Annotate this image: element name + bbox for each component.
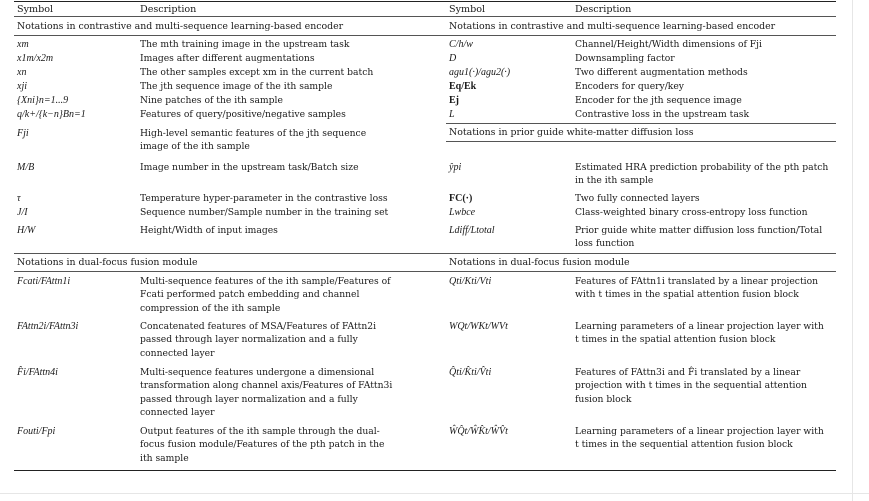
table-row-description: Channel/Height/Width dimensions of Fji: [575, 39, 762, 50]
table-row-description: Image number in the upstream task/Batch size: [140, 162, 359, 173]
table-row-symbol: Fouti/Fpi: [17, 426, 56, 437]
section-title: Notations in contrastive and multi-sequence learning-based encoder: [449, 21, 776, 32]
table-row-symbol: agu1(·)/agu2(·): [449, 67, 511, 78]
table-row-symbol: Lwbce: [449, 207, 476, 218]
section-title: Notations in contrastive and multi-sequence learning-based encoder: [17, 21, 344, 32]
section-rule: [14, 253, 836, 254]
section-rule: [446, 141, 836, 142]
section-title: Notations in dual-focus fusion module: [449, 257, 630, 268]
section-rule: [14, 35, 836, 36]
table-row-description: Learning parameters of a linear projection layer with t times in the sequential attention fusion block: [575, 426, 824, 451]
table-row-symbol: Ej: [449, 95, 459, 106]
table-row-description: Nine patches of the ith sample: [140, 95, 283, 106]
table-row-description: Multi-sequence features of the ith sample/Features of Fcati performed patch embedding and channel compression of the ith sample: [140, 276, 391, 314]
table-row-symbol: Ldiff/Ltotal: [449, 225, 495, 236]
table-row-symbol: FC(·): [449, 193, 473, 204]
table-row-description: Temperature hyper-parameter in the contrastive loss: [140, 193, 388, 204]
table-row-symbol: Q̂ti/K̂ti/V̂ti: [449, 367, 492, 378]
table-top-rule: [14, 1, 836, 2]
table-row-description: Encoders for query/key: [575, 81, 684, 92]
table-row-description: Sequence number/Sample number in the training set: [140, 207, 389, 218]
table-row-symbol: WQt/WKt/WVt: [449, 321, 508, 332]
table-row-symbol: ŷpi: [449, 162, 462, 173]
table-row-description: Downsampling factor: [575, 53, 675, 64]
table-row-description: Contrastive loss in the upstream task: [575, 109, 750, 120]
left-symbol-header: Symbol: [17, 4, 54, 15]
right-description-header: Description: [575, 4, 632, 15]
table-row-symbol: xn: [17, 67, 27, 78]
table-row-description: Concatenated features of MSA/Features of FAttn2i passed through layer normalization and a fully connected layer: [140, 321, 377, 359]
section-rule: [14, 271, 836, 272]
table-row-symbol: H/W: [17, 225, 36, 236]
table-row-description: Two fully connected layers: [575, 193, 700, 204]
table-row-description: Multi-sequence features undergone a dimensional transformation along channel axis/Features of FAttn3i passed through layer normalization and a fully connected layer: [140, 367, 393, 419]
page-edge-line: [852, 0, 853, 501]
table-row-symbol: D: [449, 53, 457, 64]
table-row-description: Encoder for the jth sequence image: [575, 95, 742, 106]
table-row-symbol: L: [449, 109, 455, 120]
table-row-description: The mth training image in the upstream task: [140, 39, 350, 50]
table-row-description: Learning parameters of a linear projection layer with t times in the spatial attention fusion block: [575, 321, 824, 346]
table-row-symbol: Fji: [17, 128, 29, 139]
table-row-description: Height/Width of input images: [140, 225, 278, 236]
table-row-symbol: τ: [17, 193, 21, 204]
table-row-symbol: M/B: [17, 162, 35, 173]
table-bottom-rule: [14, 470, 836, 471]
left-description-header: Description: [140, 4, 197, 15]
table-row-symbol: {Xni}n=1...9: [17, 95, 69, 106]
table-row-symbol: xm: [17, 39, 29, 50]
table-row-description: Features of FAttn1i translated by a linear projection with t times in the spatial attention fusion block: [575, 276, 819, 301]
section-title: Notations in dual-focus fusion module: [17, 257, 198, 268]
table-row-description: High-level semantic features of the jth sequence image of the ith sample: [140, 128, 367, 153]
table-row-description: Images after different augmentations: [140, 53, 315, 64]
table-row-description: Output features of the ith sample through the dual-focus fusion module/Features of the pth patch in the ith sample: [140, 426, 385, 464]
table-row-description: Estimated HRA prediction probability of the pth patch in the ith sample: [575, 162, 829, 187]
section-title: Notations in prior guide white-matter diffusion loss: [449, 127, 694, 138]
table-row-description: Features of FAttn3i and F̂i translated by a linear projection with t times in the sequential attention fusion block: [575, 367, 807, 405]
section-rule: [446, 123, 836, 124]
table-row-description: Class-weighted binary cross-entropy loss function: [575, 207, 808, 218]
table-row-symbol: J/I: [17, 207, 28, 218]
table-row-symbol: F̂i/FAttn4i: [17, 367, 58, 378]
table-row-description: Two different augmentation methods: [575, 67, 748, 78]
right-symbol-header: Symbol: [449, 4, 486, 15]
table-row-symbol: C/h/w: [449, 39, 473, 50]
table-row-symbol: Qti/Kti/Vti: [449, 276, 492, 287]
header-rule: [14, 16, 836, 17]
table-row-symbol: q/k+/{k−n}Bn=1: [17, 109, 86, 120]
table-row-description: Prior guide white matter diffusion loss function/Total loss function: [575, 225, 823, 250]
table-row-description: The other samples except xm in the current batch: [140, 67, 374, 78]
table-row-symbol: Fcati/FAttn1i: [17, 276, 71, 287]
table-row-symbol: x1m/x2m: [17, 53, 54, 64]
table-row-symbol: Eq/Ek: [449, 81, 477, 92]
page-bottom-edge: [0, 493, 869, 494]
table-row-symbol: ŴQ̂t/ŴK̂t/ŴV̂t: [449, 426, 508, 437]
table-row-symbol: xji: [17, 81, 27, 92]
table-row-description: Features of query/positive/negative samples: [140, 109, 346, 120]
table-row-description: The jth sequence image of the ith sample: [140, 81, 333, 92]
table-row-symbol: FAttn2i/FAttn3i: [17, 321, 79, 332]
